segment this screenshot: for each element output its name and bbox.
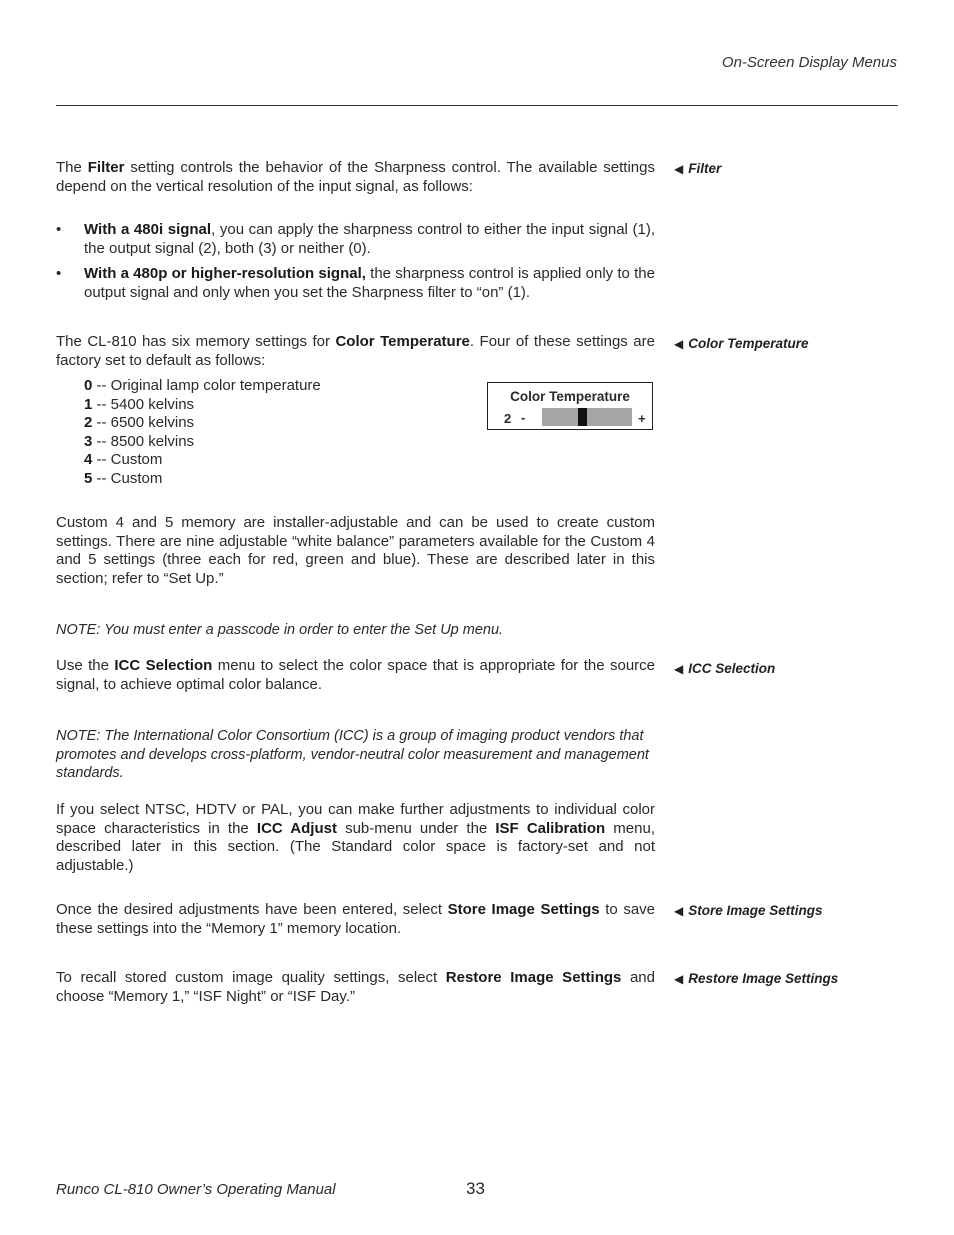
icc-adjust-paragraph: If you select NTSC, HDTV or PAL, you can make further adjustments to individual color space characteristics in the ICC Adjust sub-menu under the ISF Calibration menu, described later in this section. (The Standard color space is factory-set and not adjustable.) [56,801,655,874]
arrow-left-icon: ◀ [674,972,684,986]
bullet-icon: • [56,221,62,238]
list-item: 4 -- Custom [84,451,163,469]
footer-manual-title: Runco CL-810 Owner’s Operating Manual [56,1181,336,1198]
filter-intro: The Filter setting controls the behavior of the Sharpness control. The available settings depend on the vertical resolution of the input signal, as follows: [56,159,655,195]
header-rule [56,105,898,106]
list-item: • With a 480i signal, you can apply the sharpness control to either the input signal (1), the output signal (2), both (3) or neither (0). [56,221,655,257]
list-item: 1 -- 5400 kelvins [84,395,195,413]
page-number: 33 [466,1179,485,1198]
color-temperature-list [84,377,321,489]
side-label-filter: ◀ Filter [674,160,721,179]
store-image-settings-paragraph: Once the desired adjustments have been entered, select Store Image Settings to save these settings into the “Memory 1” memory location. [56,901,656,937]
osd-color-temperature-panel [487,382,653,430]
osd-title: Color Temperature [510,389,630,404]
side-label-color-temperature: ◀ Color Temperature [674,335,809,354]
list-item: 0 -- Original lamp color temperature [84,377,321,394]
osd-slider-thumb [578,408,587,426]
color-temperature-intro: The CL-810 has six memory settings for Color Temperature. Four of these settings are factory set to default as follows: [56,333,655,369]
running-header: On-Screen Display Menus [721,54,897,71]
list-item: 3 -- 8500 kelvins [84,432,195,450]
setup-passcode-note: NOTE: You must enter a passcode in order to enter the Set Up menu. [56,622,504,638]
arrow-left-icon: ◀ [674,904,684,918]
arrow-left-icon: ◀ [674,337,684,351]
side-label-restore-image-settings: ◀ Restore Image Settings [674,970,838,989]
restore-image-settings-paragraph: To recall stored custom image quality settings, select Restore Image Settings and choose “Memory 1,” “ISF Night” or “ISF Day.” [56,969,655,1005]
side-label-icc-selection: ◀ ICC Selection [674,660,775,679]
arrow-left-icon: ◀ [674,162,684,176]
list-item: • With a 480p or higher-resolution signal, the sharpness control is applied only to the output signal and only when you set the Sharpness filter to “on” (1). [56,265,655,301]
arrow-left-icon: ◀ [674,662,684,676]
osd-slider-track [542,408,632,426]
list-item: 5 -- Custom [84,469,163,487]
custom-memory-paragraph: Custom 4 and 5 memory are installer-adjustable and can be used to create custom settings. There are nine adjustable “white balance” parameters available for the Custom 4 and 5 settings (three each for red, green and blue). These are described later in this section; refer to “Set Up.” [56,514,655,587]
side-label-store-image-settings: ◀ Store Image Settings [674,902,823,921]
osd-plus: + [638,411,646,426]
osd-value: 2 [504,411,512,426]
bullet-icon: • [56,265,62,282]
osd-minus: - [521,410,526,425]
list-item: 2 -- 6500 kelvins [84,414,195,432]
icc-note: NOTE: The International Color Consortium (ICC) is a group of imaging product vendors that promotes and develops cross-platform, vendor-neutral color measurement and management standards. [56,728,649,782]
icc-selection-intro: Use the ICC Selection menu to select the color space that is appropriate for the source signal, to achieve optimal color balance. [56,657,655,693]
